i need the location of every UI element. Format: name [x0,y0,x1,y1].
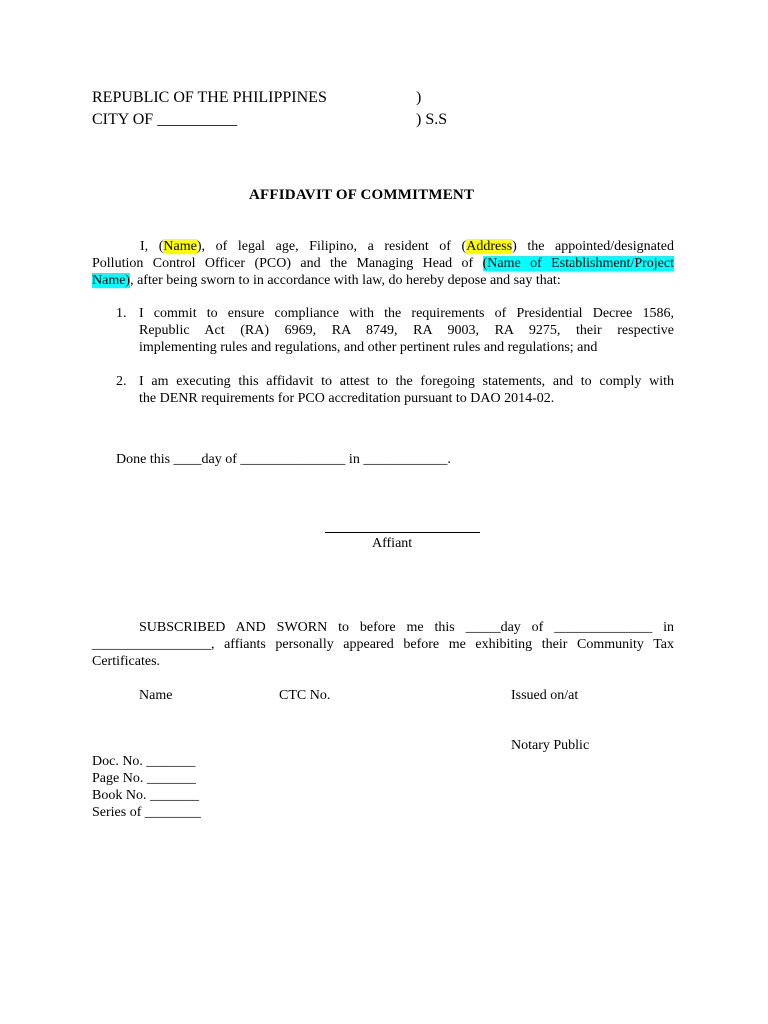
column-issued-on-at: Issued on/at [511,688,579,703]
doc-no-line: Doc. No. _______ [92,754,196,769]
item-1-number: 1. [116,306,127,321]
document-title: AFFIDAVIT OF COMMITMENT [249,187,475,203]
item-1-line-2: Republic Act (RA) 6969, RA 8749, RA 9003, RA 9275, their respective [139,323,674,338]
page-no-line: Page No. _______ [92,771,196,786]
intro-text-3: , after being sworn to in accordance with law, do hereby depose and say that: [130,273,561,288]
header-republic: REPUBLIC OF THE PHILIPPINES [92,89,327,106]
item-1-line-1: I commit to ensure compliance with the requirements of Presidential Decree 1586, [139,306,674,321]
notary-public-label: Notary Public [511,738,590,753]
column-name: Name [139,688,173,703]
header-paren: ) [416,89,422,106]
intro-text-1b: ) the appointed/designated [512,239,674,254]
intro-name-placeholder: Name [163,239,197,254]
intro-establishment-placeholder-2: Name) [92,273,131,288]
intro-establishment-placeholder: (Name of Establishment/Project [482,256,674,271]
item-2-line-1: I am executing this affidavit to attest to the foregoing statements, and to comply with [139,374,674,389]
series-of-line: Series of ________ [92,805,201,820]
column-ctc-no: CTC No. [279,688,331,703]
subscribed-line-2: _________________, affiants personally appeared before me exhibiting their Community Tax [92,637,674,652]
header-city: CITY OF __________ [92,111,238,128]
intro-i: I, ( [140,239,164,254]
intro-line-1 [92,239,674,256]
header-ss: ) S.S [416,111,448,128]
affiant-signature-line [325,532,480,533]
item-1-line-3: implementing rules and regulations, and other pertinent rules and regulations; and [139,340,598,355]
subscribed-line-1: SUBSCRIBED AND SWORN to before me this _____day of ______________ in [139,620,674,635]
done-this-line: Done this ____day of _______________ in ____________. [116,452,451,467]
intro-text-1a: ), of legal age, Filipino, a resident of ( [196,239,467,254]
item-2-line-2: the DENR requirements for PCO accreditation pursuant to DAO 2014-02. [139,391,555,406]
item-2-number: 2. [116,374,127,389]
intro-address-placeholder: Address [466,239,513,254]
intro-line-3 [92,273,561,290]
intro-line-2 [92,256,674,273]
intro-text-2: Pollution Control Officer (PCO) and the Managing Head of [92,256,483,271]
book-no-line: Book No. _______ [92,788,199,803]
affiant-label: Affiant [372,536,413,551]
subscribed-line-3: Certificates. [92,654,161,669]
